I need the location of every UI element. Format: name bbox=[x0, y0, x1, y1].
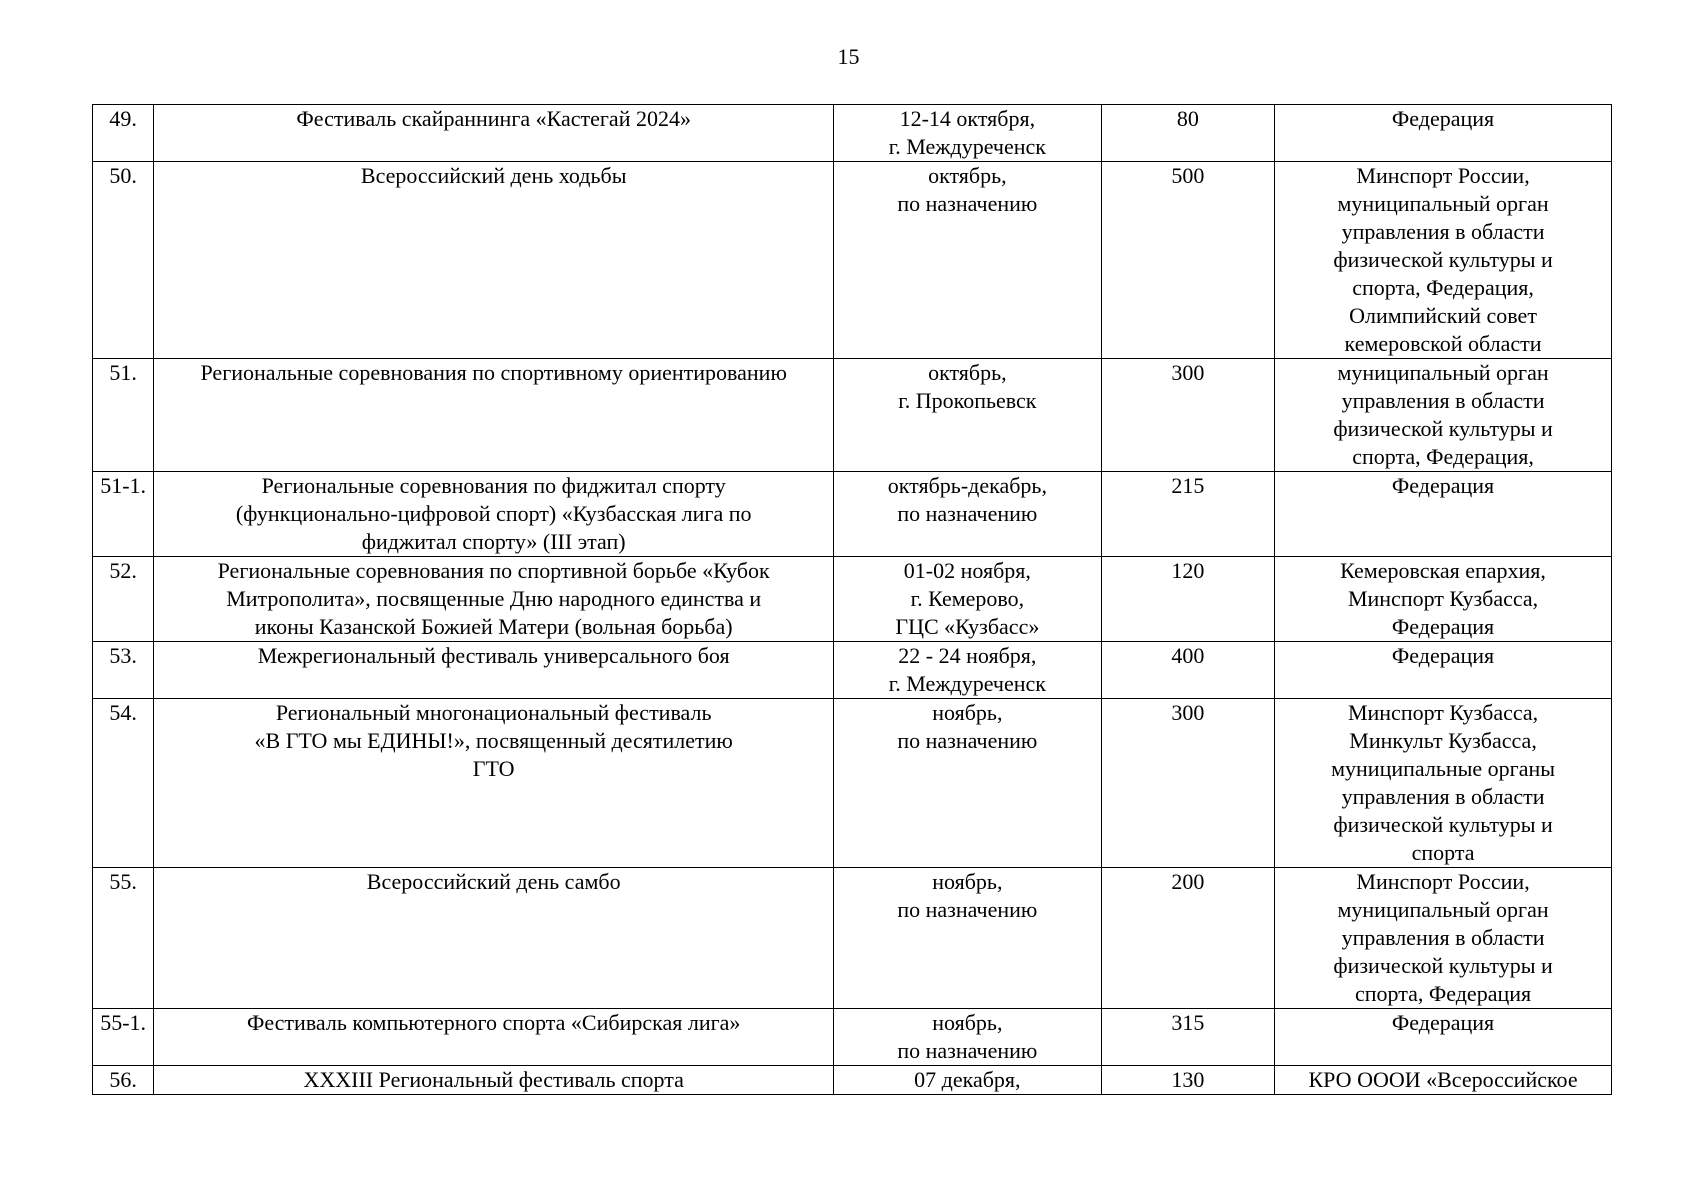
participants-count: 300 bbox=[1101, 359, 1275, 472]
table-row bbox=[93, 642, 1612, 699]
table-row bbox=[93, 105, 1612, 162]
table-row bbox=[93, 1009, 1612, 1066]
event-name: Региональные соревнования по спортивному ориентированию bbox=[154, 359, 834, 472]
table-row bbox=[93, 359, 1612, 472]
row-number: 55-1. bbox=[93, 1009, 154, 1066]
participants-count: 500 bbox=[1101, 162, 1275, 359]
row-number: 53. bbox=[93, 642, 154, 699]
participants-count: 130 bbox=[1101, 1066, 1275, 1095]
event-name: Межрегиональный фестиваль универсального боя bbox=[154, 642, 834, 699]
table-row bbox=[93, 557, 1612, 642]
organizer: Минспорт Кузбасса, Минкульт Кузбасса, муниципальные органы управления в области физической культуры и спорта bbox=[1275, 699, 1612, 868]
event-date-place: 07 декабря, bbox=[834, 1066, 1101, 1095]
table-row bbox=[93, 472, 1612, 557]
row-number: 51. bbox=[93, 359, 154, 472]
organizer: Федерация bbox=[1275, 1009, 1612, 1066]
table-row bbox=[93, 1066, 1612, 1095]
event-name: Фестиваль компьютерного спорта «Сибирская лига» bbox=[154, 1009, 834, 1066]
event-name: Региональные соревнования по спортивной борьбе «Кубок Митрополита», посвященные Дню народного единства и иконы Казанской Божией Матери (вольная борьба) bbox=[154, 557, 834, 642]
event-date-place: октябрь, по назначению bbox=[834, 162, 1101, 359]
row-number: 50. bbox=[93, 162, 154, 359]
event-date-place: ноябрь, по назначению bbox=[834, 868, 1101, 1009]
event-name: Фестиваль скайраннинга «Кастегай 2024» bbox=[154, 105, 834, 162]
participants-count: 400 bbox=[1101, 642, 1275, 699]
organizer: Федерация bbox=[1275, 472, 1612, 557]
event-date-place: 12-14 октября, г. Междуреченск bbox=[834, 105, 1101, 162]
event-name: Всероссийский день ходьбы bbox=[154, 162, 834, 359]
row-number: 49. bbox=[93, 105, 154, 162]
row-number: 56. bbox=[93, 1066, 154, 1095]
event-name: XXXIII Региональный фестиваль спорта bbox=[154, 1066, 834, 1095]
row-number: 52. bbox=[93, 557, 154, 642]
event-date-place: ноябрь, по назначению bbox=[834, 1009, 1101, 1066]
table-row bbox=[93, 868, 1612, 1009]
participants-count: 80 bbox=[1101, 105, 1275, 162]
row-number: 55. bbox=[93, 868, 154, 1009]
row-number: 54. bbox=[93, 699, 154, 868]
participants-count: 315 bbox=[1101, 1009, 1275, 1066]
participants-count: 200 bbox=[1101, 868, 1275, 1009]
events-table bbox=[92, 104, 1612, 1095]
participants-count: 300 bbox=[1101, 699, 1275, 868]
organizer: Минспорт России, муниципальный орган управления в области физической культуры и спорта, Федерация bbox=[1275, 868, 1612, 1009]
event-name: Региональные соревнования по фиджитал спорту (функционально-цифровой спорт) «Кузбасская лига по фиджитал спорту» (III этап) bbox=[154, 472, 834, 557]
organizer: Федерация bbox=[1275, 642, 1612, 699]
table-row bbox=[93, 162, 1612, 359]
participants-count: 215 bbox=[1101, 472, 1275, 557]
event-date-place: 22 - 24 ноября, г. Междуреченск bbox=[834, 642, 1101, 699]
organizer: Минспорт России, муниципальный орган управления в области физической культуры и спорта, Федерация, Олимпийский совет кемеровской области bbox=[1275, 162, 1612, 359]
organizer: муниципальный орган управления в области физической культуры и спорта, Федерация, bbox=[1275, 359, 1612, 472]
event-date-place: октябрь, г. Прокопьевск bbox=[834, 359, 1101, 472]
organizer: Кемеровская епархия, Минспорт Кузбасса, Федерация bbox=[1275, 557, 1612, 642]
event-name: Региональный многонациональный фестиваль «В ГТО мы ЕДИНЫ!», посвященный десятилетию ГТО bbox=[154, 699, 834, 868]
page-number: 15 bbox=[837, 44, 860, 69]
event-date-place: ноябрь, по назначению bbox=[834, 699, 1101, 868]
event-date-place: 01-02 ноября, г. Кемерово, ГЦС «Кузбасс» bbox=[834, 557, 1101, 642]
participants-count: 120 bbox=[1101, 557, 1275, 642]
table-row bbox=[93, 699, 1612, 868]
organizer: КРО ОООИ «Всероссийское bbox=[1275, 1066, 1612, 1095]
event-date-place: октябрь-декабрь, по назначению bbox=[834, 472, 1101, 557]
event-name: Всероссийский день самбо bbox=[154, 868, 834, 1009]
row-number: 51-1. bbox=[93, 472, 154, 557]
organizer: Федерация bbox=[1275, 105, 1612, 162]
